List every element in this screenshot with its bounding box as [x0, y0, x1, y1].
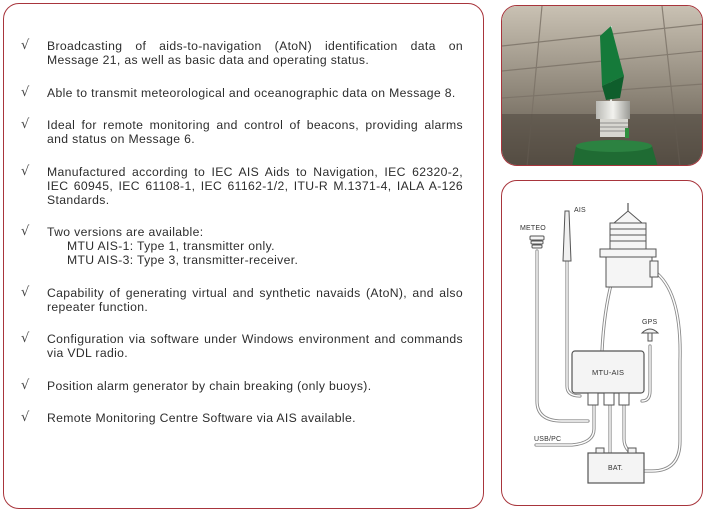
feature-text: Remote Monitoring Centre Software via AIS available. — [47, 411, 356, 425]
beacon-photo — [502, 6, 703, 166]
feature-item — [21, 286, 463, 314]
feature-item — [21, 332, 463, 360]
meteo-label: METEO — [520, 225, 546, 232]
feature-item — [21, 411, 463, 425]
check-icon: √ — [21, 377, 30, 393]
feature-text: Broadcasting of aids-to-navigation (AtoN) identification data on Message 21, as well as basic data and operating status. — [47, 39, 463, 67]
features-list — [4, 4, 483, 425]
ais-label: AIS — [574, 207, 586, 214]
connection-diagram — [501, 180, 703, 506]
check-icon: √ — [21, 84, 30, 100]
check-icon: √ — [21, 331, 30, 346]
feature-item — [21, 118, 463, 146]
battery-label: BAT. — [608, 465, 624, 472]
feature-item — [21, 379, 463, 393]
feature-item — [21, 225, 463, 267]
check-icon: √ — [21, 410, 30, 425]
check-icon: √ — [21, 117, 30, 132]
check-icon: √ — [21, 163, 30, 179]
check-icon: √ — [21, 284, 30, 300]
version-item: MTU AIS-1: Type 1, transmitter only. — [67, 239, 275, 253]
feature-item — [21, 39, 463, 67]
feature-text: Configuration via software under Windows environment and commands via VDL radio. — [47, 332, 463, 360]
feature-text: Manufactured according to IEC AIS Aids to Navigation, IEC 62320-2, IEC 60945, IEC 61108-1, IEC 61162-1/2, ITU-R M.1371-4, IALA A-126 Standards. — [47, 164, 463, 207]
feature-text: Position alarm generator by chain breaking (only buoys). — [47, 378, 372, 393]
feature-item — [21, 86, 463, 100]
usb-label: USB/PC — [534, 436, 562, 443]
mtu-label: MTU-AIS — [592, 368, 625, 377]
product-photo — [501, 5, 703, 166]
feature-text: Capability of generating virtual and synthetic navaids (AtoN), and also repeater function. — [47, 285, 463, 314]
version-item: MTU AIS-3: Type 3, transmitter-receiver. — [67, 253, 299, 267]
feature-text: Ideal for remote monitoring and control of beacons, providing alarms and status on Message 6. — [47, 118, 463, 146]
check-icon: √ — [21, 224, 30, 239]
feature-item — [21, 165, 463, 207]
check-icon: √ — [21, 38, 30, 53]
feature-text: Able to transmit meteorological and oceanographic data on Message 8. — [47, 85, 456, 100]
gps-label: GPS — [642, 319, 658, 326]
features-panel — [3, 3, 484, 509]
feature-text: Two versions are available: — [47, 225, 204, 239]
